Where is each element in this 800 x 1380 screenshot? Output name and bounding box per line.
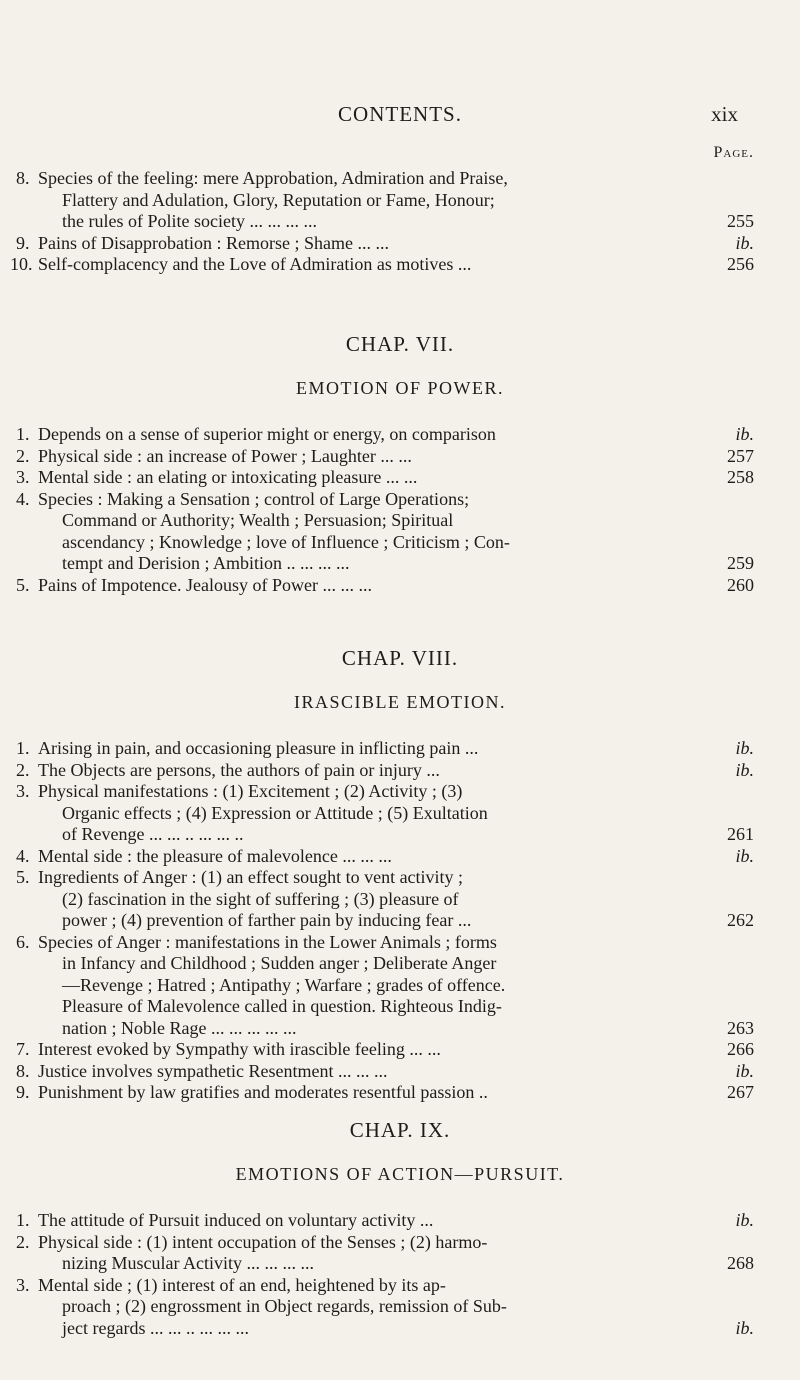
entry-line: —Revenge ; Hatred ; Antipathy ; Warfare ; grades of offence. — [62, 974, 506, 995]
entry-page: ib. — [735, 232, 754, 253]
entry-page: ib. — [735, 738, 754, 758]
entry-line: The Objects are persons, the authors of pain or injury ... — [38, 759, 440, 780]
entry-line: Species of Anger : manifestations in the Lower Animals ; forms — [38, 931, 497, 952]
entry-number: 5. — [16, 574, 30, 595]
entry-line: Physical side : (1) intent occupation of the Senses ; (2) harmo- — [38, 1231, 488, 1252]
entry-page: ib. — [735, 1210, 754, 1230]
entry-page: 267 — [727, 1082, 754, 1102]
entry-line: of Revenge ... ... .. ... ... .. — [62, 824, 244, 844]
entry-page: 261 — [727, 824, 754, 844]
entry-text — [38, 932, 698, 1040]
entry-text — [38, 254, 698, 276]
entry-line: (2) fascination in the sight of suffering ; (3) pleasure of — [62, 888, 459, 909]
chapter-title: EMOTIONS OF ACTION—PURSUIT. — [235, 1164, 565, 1184]
entry-text — [38, 446, 698, 468]
entry-text — [38, 1210, 698, 1232]
chapter-heading: CHAP. IX. — [349, 1118, 451, 1142]
entry-page: ib. — [735, 424, 754, 444]
entry-number: 1. — [16, 1210, 30, 1230]
entry-page: 259 — [727, 553, 754, 573]
entry-line: Justice involves sympathetic Resentment ... ... ... — [38, 1060, 388, 1081]
entry-line: Species of the feeling: mere Approbation, Admiration and Praise, — [38, 168, 508, 188]
entry-text — [38, 1082, 698, 1104]
entry-line: Command or Authority; Wealth ; Persuasion; Spiritual — [62, 510, 454, 530]
entry-line: power ; (4) prevention of farther pain by inducing fear ... — [62, 910, 472, 930]
entry-text — [38, 1232, 698, 1275]
chapter-heading: CHAP. VII. — [345, 332, 455, 356]
entry-page: 257 — [727, 445, 754, 466]
entry-number: 6. — [16, 931, 30, 952]
entry-text — [38, 575, 698, 597]
entry-line: Pains of Impotence. Jealousy of Power ... ... ... — [38, 574, 372, 595]
entry-text — [38, 489, 698, 575]
entry-page: ib. — [735, 759, 754, 780]
chapter-heading: CHAP. VIII. — [341, 646, 459, 670]
running-head-title: CONTENTS. — [338, 102, 462, 126]
entry-line: Mental side : the pleasure of malevolence ... ... ... — [38, 845, 392, 866]
entry-line: Flattery and Adulation, Glory, Reputation or Fame, Honour; — [62, 189, 495, 210]
entry-number: 1. — [16, 424, 30, 444]
entry-text — [38, 233, 698, 255]
entry-text — [38, 467, 698, 489]
entry-line: Mental side : an elating or intoxicating pleasure ... ... — [38, 467, 418, 487]
entry-line: Mental side ; (1) interest of an end, heightened by its ap- — [38, 1274, 446, 1295]
entry-line: ascendancy ; Knowledge ; love of Influence ; Criticism ; Con- — [62, 531, 510, 552]
entry-text — [38, 781, 698, 846]
entry-line: ject regards ... ... .. ... ... ... — [62, 1317, 249, 1338]
entry-page: 256 — [727, 254, 754, 274]
entry-page: 260 — [727, 574, 754, 595]
entry-number: 2. — [16, 445, 30, 466]
entry-line: nizing Muscular Activity ... ... ... ... — [62, 1253, 314, 1273]
entry-page: 266 — [727, 1039, 754, 1059]
running-head — [0, 100, 800, 130]
entry-line: Organic effects ; (4) Expression or Attitude ; (5) Exultation — [62, 802, 488, 823]
entry-line: Pleasure of Malevolence called in question. Righteous Indig- — [62, 996, 502, 1016]
entry-line: The attitude of Pursuit induced on voluntary activity ... — [38, 1210, 434, 1230]
entry-line: in Infancy and Childhood ; Sudden anger ; Deliberate Anger — [62, 953, 497, 973]
entry-number: 2. — [16, 759, 30, 780]
entry-page: 262 — [727, 910, 754, 930]
entry-page: 268 — [727, 1253, 754, 1273]
entry-line: nation ; Noble Rage ... ... ... ... ... — [62, 1017, 297, 1038]
entry-text — [38, 424, 698, 446]
entry-number: 5. — [16, 867, 30, 887]
entry-page: 255 — [727, 211, 754, 231]
entry-number: 9. — [16, 1082, 30, 1102]
entry-line: proach ; (2) engrossment in Object regards, remission of Sub- — [62, 1296, 507, 1316]
entry-number: 2. — [16, 1231, 30, 1252]
entry-text — [38, 738, 698, 760]
entry-number: 1. — [16, 738, 30, 758]
entry-page: ib. — [735, 1060, 754, 1081]
page-number: xix — [711, 102, 738, 126]
entry-number: 10. — [10, 254, 33, 274]
entry-line: tempt and Derision ; Ambition .. ... ... ... — [62, 553, 350, 573]
entry-number: 4. — [16, 845, 30, 866]
entry-number: 9. — [16, 232, 30, 253]
entry-text — [38, 867, 698, 932]
entry-text — [38, 1039, 698, 1061]
chapter-title: IRASCIBLE EMOTION. — [294, 692, 506, 712]
entry-text — [38, 1061, 698, 1083]
entry-text — [38, 760, 698, 782]
entry-line: Punishment by law gratifies and moderates resentful passion .. — [38, 1082, 488, 1102]
entry-page: 263 — [727, 1017, 754, 1038]
entry-line: the rules of Polite society ... ... ... ... — [62, 211, 317, 231]
entry-line: Depends on a sense of superior might or energy, on comparison — [38, 424, 496, 444]
entry-number: 8. — [16, 168, 30, 188]
entry-page: ib. — [735, 1317, 754, 1338]
entry-line: Ingredients of Anger : (1) an effect sought to vent activity ; — [38, 867, 464, 887]
entry-number: 7. — [16, 1039, 30, 1059]
entry-line: Self-complacency and the Love of Admiration as motives ... — [38, 254, 472, 274]
entry-text — [38, 846, 698, 868]
entry-line: Physical manifestations : (1) Excitement ; (2) Activity ; (3) — [38, 781, 463, 801]
entry-page: ib. — [735, 845, 754, 866]
entry-line: Physical side : an increase of Power ; Laughter ... ... — [38, 445, 412, 466]
entry-line: Interest evoked by Sympathy with irascible feeling ... ... — [38, 1039, 441, 1059]
page-column-label: Page. — [713, 144, 754, 161]
entry-text — [38, 1275, 698, 1340]
entry-number: 3. — [16, 1274, 30, 1295]
entry-line: Pains of Disapprobation : Remorse ; Shame ... ... — [38, 232, 389, 253]
chapter-title: EMOTION OF POWER. — [296, 378, 504, 398]
entry-text — [38, 168, 698, 233]
entry-number: 3. — [16, 467, 30, 487]
entry-page: 258 — [727, 467, 754, 487]
entry-line: Arising in pain, and occasioning pleasure in inflicting pain ... — [38, 738, 479, 758]
entry-line: Species : Making a Sensation ; control of Large Operations; — [38, 488, 470, 509]
entry-number: 4. — [16, 488, 30, 509]
entry-number: 8. — [16, 1060, 30, 1081]
entry-number: 3. — [16, 781, 30, 801]
